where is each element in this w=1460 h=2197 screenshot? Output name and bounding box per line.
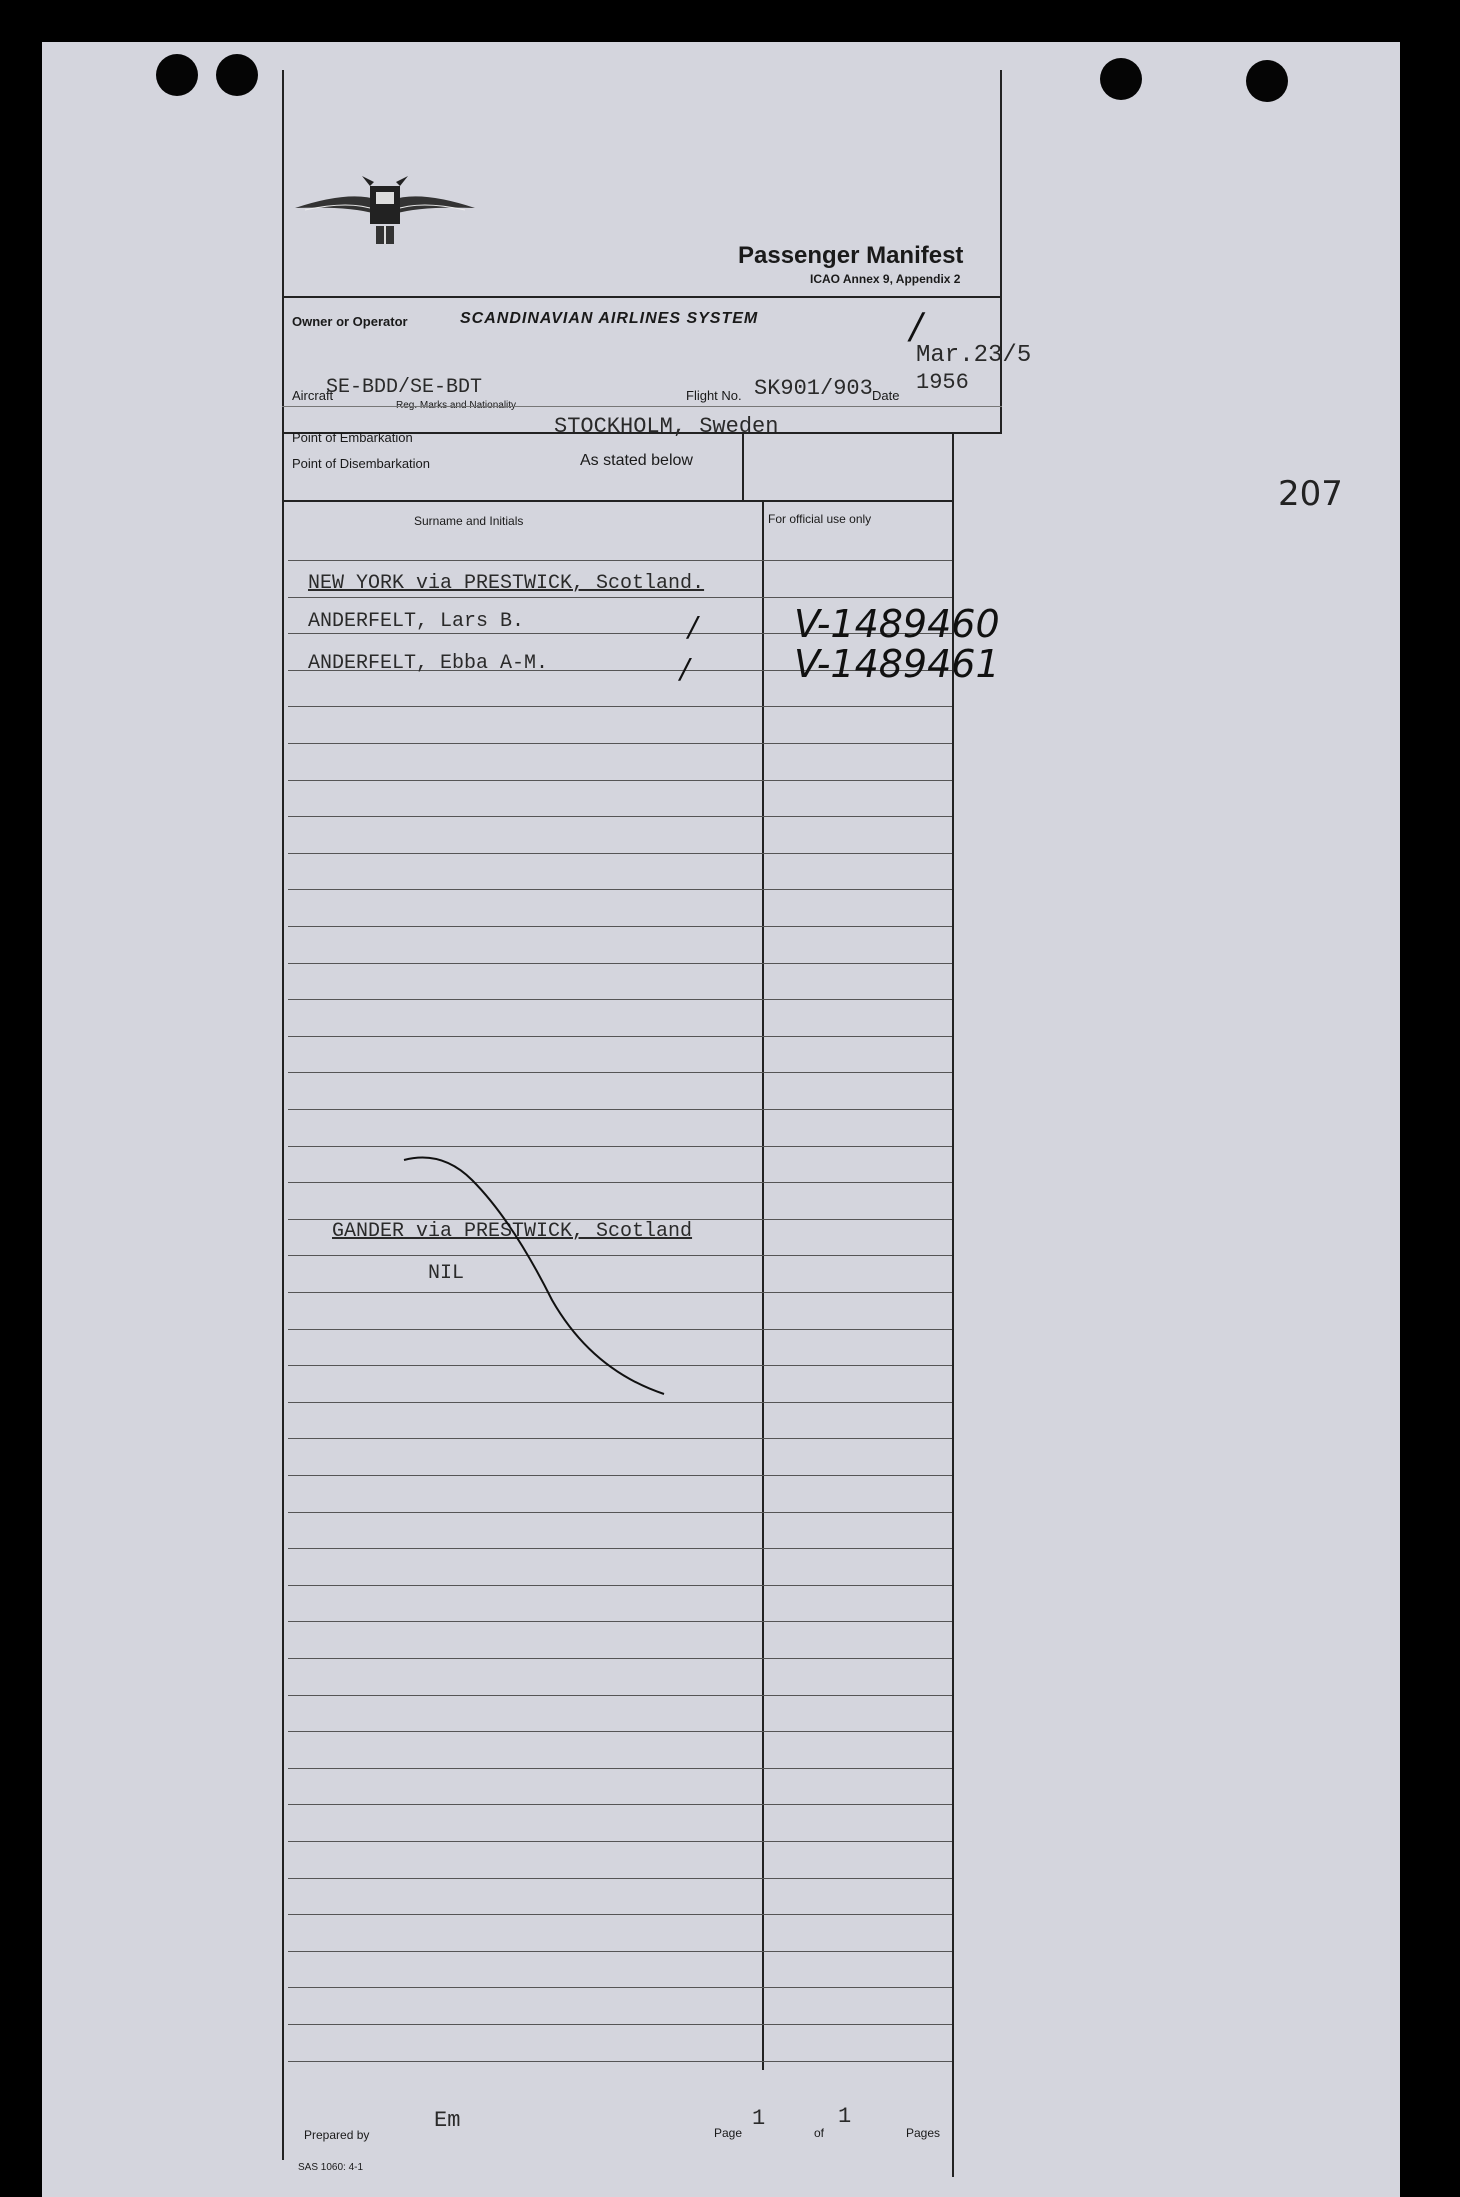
pages-label: Pages: [906, 2126, 941, 2140]
dash-mark: /: [680, 652, 690, 685]
col-surname-header: Surname and Initials: [414, 514, 524, 528]
punch-hole: [1100, 58, 1142, 100]
page-number: 207: [1278, 474, 1343, 514]
page-label: Page: [714, 2126, 743, 2140]
col-official-header: For official use only: [768, 512, 872, 526]
prepared-label: Prepared by: [304, 2128, 370, 2142]
embark-label: Point of Embarkation: [292, 430, 413, 445]
cancel-stroke: [282, 70, 1002, 2192]
aircraft-label: Aircraft: [292, 388, 334, 403]
owner-value: SCANDINAVIAN AIRLINES SYSTEM: [460, 310, 759, 327]
manifest-form: [282, 70, 1032, 2192]
punch-hole: [156, 54, 198, 96]
punch-hole: [1246, 60, 1288, 102]
page-value: 1: [752, 2106, 766, 2131]
route-line: NEW YORK via PRESTWICK, Scotland.: [308, 572, 705, 595]
form-title: Passenger Manifest: [738, 242, 964, 269]
prepared-value: Em: [434, 2108, 461, 2133]
date-value: 1956: [916, 370, 969, 395]
nil-entry: NIL: [428, 1262, 465, 1285]
gander-line: GANDER via PRESTWICK, Scotland: [332, 1220, 693, 1243]
punch-hole: [216, 54, 258, 96]
disembark-value: As stated below: [580, 452, 693, 469]
manifest-sheet: [42, 42, 1400, 2197]
passenger-official-number: V-1489461: [794, 642, 1000, 686]
form-subtitle: ICAO Annex 9, Appendix 2: [810, 272, 961, 286]
slash-mark: /: [910, 306, 923, 347]
of-value: 1: [838, 2104, 852, 2129]
passenger-name: ANDERFELT, Ebba A-M.: [308, 652, 549, 675]
aircraft-value: SE-BDD/SE-BDT: [326, 376, 483, 399]
dash-mark: /: [688, 610, 698, 643]
passenger-name: ANDERFELT, Lars B.: [308, 610, 525, 633]
passenger-official-number: V-1489460: [794, 602, 1000, 646]
date-handwritten: Mar.23/5: [916, 342, 1032, 369]
disembark-label: Point of Disembarkation: [292, 456, 431, 471]
date-label: Date: [872, 388, 900, 403]
of-label: of: [814, 2126, 825, 2140]
owner-label: Owner or Operator: [292, 314, 408, 329]
flight-label: Flight No.: [686, 388, 742, 403]
form-code: SAS 1060: 4-1: [298, 2162, 364, 2173]
embark-value: STOCKHOLM, Sweden: [554, 414, 779, 439]
flight-value: SK901/903: [754, 376, 873, 401]
